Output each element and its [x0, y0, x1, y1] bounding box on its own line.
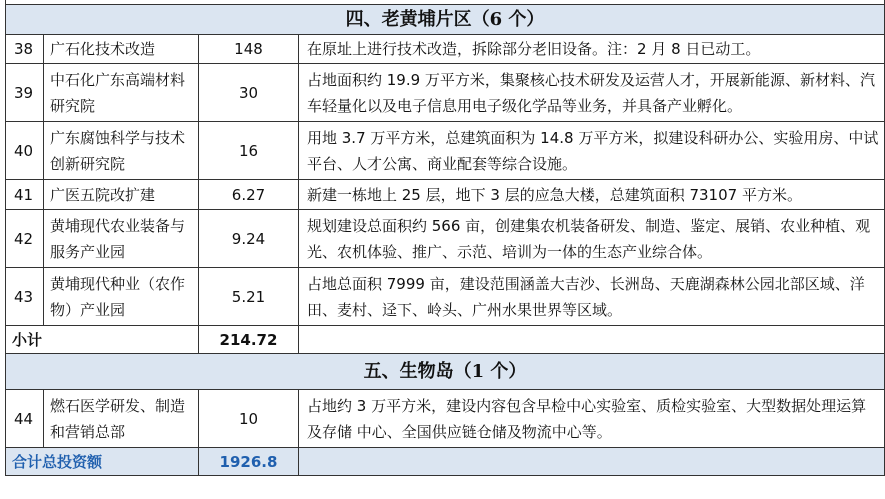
row-number: 44 — [6, 390, 44, 448]
investment-amount: 10 — [199, 390, 299, 448]
investment-amount: 6.27 — [199, 180, 299, 210]
subtotal-amount: 214.72 — [199, 326, 299, 354]
project-description: 在原址上进行技术改造，拆除部分老旧设备。注：2 月 8 日已动工。 — [299, 35, 885, 64]
investment-amount: 16 — [199, 122, 299, 180]
empty-cell — [299, 326, 885, 354]
total-row — [6, 448, 885, 476]
table-row — [6, 268, 885, 326]
total-label: 合计总投资额 — [6, 448, 199, 476]
project-description: 新建一栋地上 25 层，地下 3 层的应急大楼，总建筑面积 73107 平方米。 — [299, 180, 885, 210]
section-title: 四、老黄埔片区（6 个） — [6, 5, 885, 35]
project-name: 广医五院改扩建 — [44, 180, 199, 210]
table-row — [6, 35, 885, 64]
row-number: 39 — [6, 64, 44, 122]
section-title: 五、生物岛（1 个） — [6, 354, 885, 390]
investment-amount: 9.24 — [199, 210, 299, 268]
table-row — [6, 390, 885, 448]
subtotal-row — [6, 326, 885, 354]
empty-cell — [299, 448, 885, 476]
project-name: 广石化技术改造 — [44, 35, 199, 64]
project-name: 燃石医学研发、制造和营销总部 — [44, 390, 199, 448]
project-name: 中石化广东高端材料研究院 — [44, 64, 199, 122]
project-description: 规划建设总面积约 566 亩，创建集农机装备研发、制造、鉴定、展销、农业种植、观光、农机体验、推广、示范、培训为一体的生态产业综合体。 — [299, 210, 885, 268]
project-description: 用地 3.7 万平方米，总建筑面积为 14.8 万平方米，拟建设科研办公、实验用房、中试平台、人才公寓、商业配套等综合设施。 — [299, 122, 885, 180]
row-number: 43 — [6, 268, 44, 326]
project-description: 占地总面积 7999 亩，建设范围涵盖大吉沙、长洲岛、天鹿湖森林公园北部区域、洋田、麦村、迳下、岭头、广州水果世界等区域。 — [299, 268, 885, 326]
project-table — [5, 0, 885, 476]
row-number: 38 — [6, 35, 44, 64]
section-header-row — [6, 354, 885, 390]
subtotal-label: 小计 — [6, 326, 199, 354]
row-number: 42 — [6, 210, 44, 268]
row-number: 41 — [6, 180, 44, 210]
table-row — [6, 122, 885, 180]
project-description: 占地约 3 万平方米，建设内容包含早检中心实验室、质检实验室、大型数据处理运算及存储 中心、全国供应链仓储及物流中心等。 — [299, 390, 885, 448]
table-row — [6, 180, 885, 210]
total-amount: 1926.8 — [199, 448, 299, 476]
section-header-row — [6, 5, 885, 35]
table-row — [6, 64, 885, 122]
row-number: 40 — [6, 122, 44, 180]
investment-amount: 148 — [199, 35, 299, 64]
project-name: 黄埔现代农业装备与服务产业园 — [44, 210, 199, 268]
investment-amount: 5.21 — [199, 268, 299, 326]
project-name: 广东腐蚀科学与技术创新研究院 — [44, 122, 199, 180]
table-row — [6, 210, 885, 268]
project-name: 黄埔现代种业（农作物）产业园 — [44, 268, 199, 326]
project-description: 占地面积约 19.9 万平方米，集聚核心技术研发及运营人才，开展新能源、新材料、汽车轻量化以及电子信息用电子级化学品等业务，并具备产业孵化。 — [299, 64, 885, 122]
investment-amount: 30 — [199, 64, 299, 122]
